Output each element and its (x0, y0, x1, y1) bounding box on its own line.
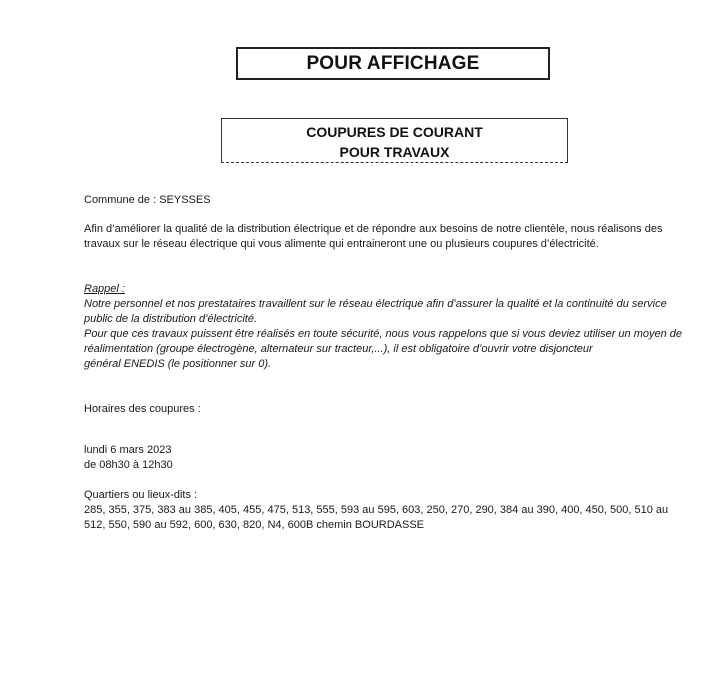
quartiers-section (84, 488, 684, 533)
quartiers-list: 285, 355, 375, 383 au 385, 405, 455, 475, 513, 555, 593 au 595, 603, 250, 270, 290, 384 au 390, 400, 450, 500, 510 au 512, 550, 590 au 592, 600, 630, 820, N4, 600B chemin BOURDASSE (84, 504, 669, 531)
intro-paragraph: Afin d’améliorer la qualité de la distribution électrique et de répondre aux besoins de notre clientèle, nous réalisons des travaux sur le réseau électrique qui vous alimente qui entraineront une ou plusieurs coupures d’électricité. (84, 223, 663, 250)
rappel-line-3: général ENEDIS (le positionner sur 0). (84, 358, 272, 370)
commune-label: Commune de : SEYSSES (84, 194, 211, 206)
rappel-line-2: Pour que ces travaux puissent être réalisés en toute sécurité, nous vous rappelons que si vous deviez utiliser un moyen de réalimentation (groupe électrogène, alternateur sur tracteur,...), il est obligatoire d’ouvrir votre disjoncteur (84, 328, 683, 355)
subtitle-line-2: POUR TRAVAUX (339, 144, 450, 160)
horaires-details (84, 443, 684, 473)
rappel-section (84, 282, 684, 372)
outage-time: de 08h30 à 12h30 (84, 459, 173, 471)
subtitle-box (221, 118, 568, 163)
rappel-heading: Rappel : (84, 283, 125, 295)
outage-date: lundi 6 mars 2023 (84, 444, 172, 456)
banner-box (236, 47, 550, 80)
banner-title: POUR AFFICHAGE (306, 52, 480, 74)
subtitle-line-1: COUPURES DE COURANT (306, 124, 483, 140)
quartiers-label: Quartiers ou lieux-dits : (84, 489, 198, 501)
rappel-line-1: Notre personnel et nos prestataires travaillent sur le réseau électrique afin d’assurer la qualité et la continuité du service public de la distribution d’électricité. (84, 298, 667, 325)
horaires-label: Horaires des coupures : (84, 403, 201, 415)
